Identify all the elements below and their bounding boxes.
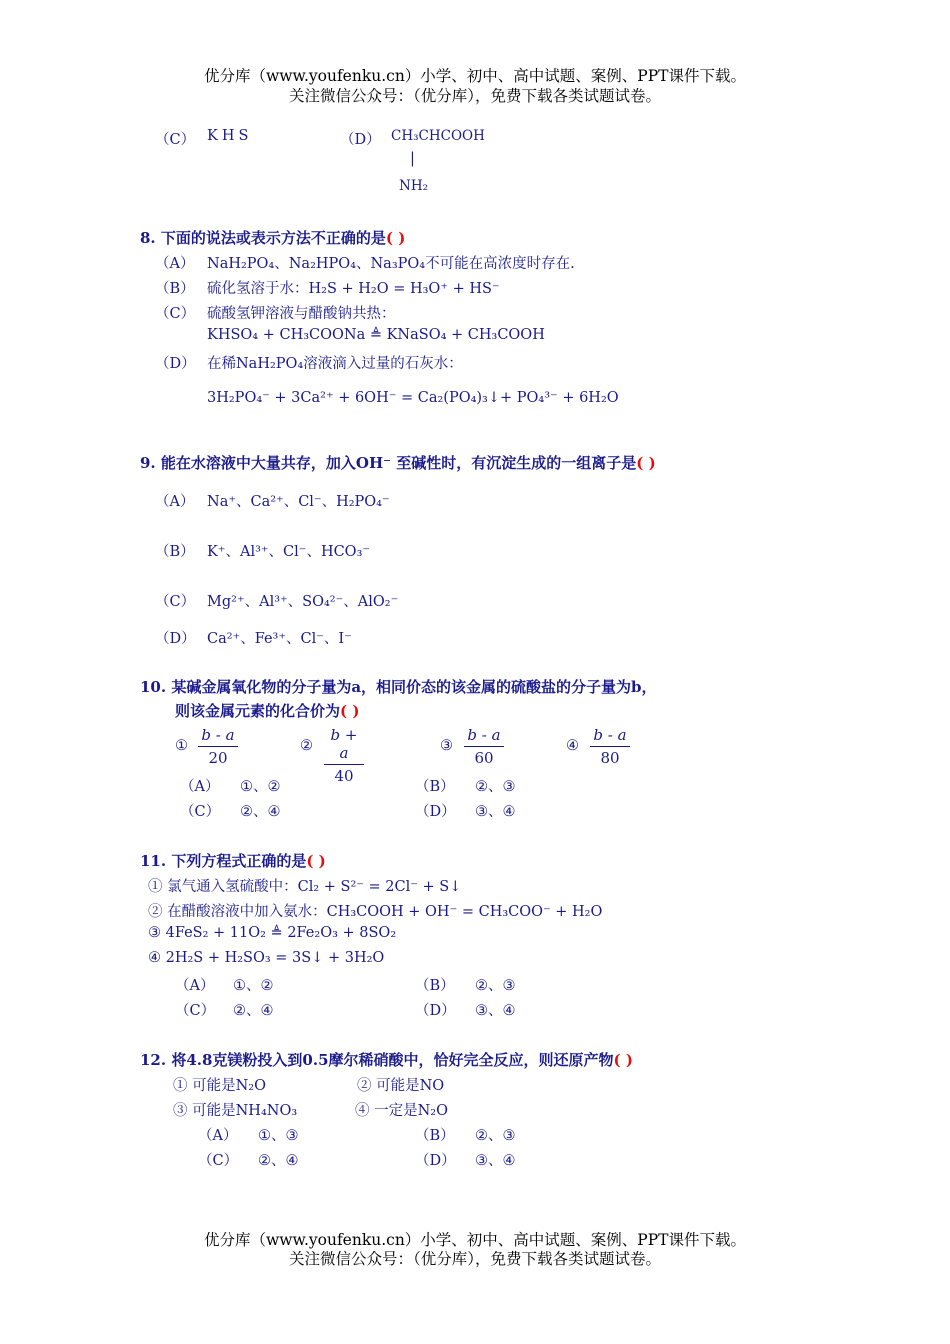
q10-choice-2-mark: ② (300, 738, 313, 754)
q10-choice-2-denominator: 40 (334, 767, 354, 785)
q9-answer-paren: ( ) (636, 454, 656, 472)
q9-option-d-text: Ca²⁺、Fe³⁺、Cl⁻、I⁻ (207, 631, 352, 647)
q10-stem-line-2: 则该金属元素的化合价为( ) (175, 702, 360, 720)
q11-option-d-text: ③、④ (475, 1003, 516, 1019)
q11-item-1: ① 氯气通入氢硫酸中：Cl₂ + S²⁻ = 2Cl⁻ + S↓ (148, 879, 462, 895)
q12-option-b-label: （B） (415, 1128, 455, 1144)
q8-option-c-text: 硫酸氢钾溶液与醋酸钠共热： (207, 306, 396, 322)
q11-option-d-label: （D） (415, 1003, 456, 1019)
footer-line-2: 关注微信公众号：（优分库），免费下载各类试题试卷。 (288, 1250, 661, 1268)
q8-option-b-text: 硫化氢溶于水：H₂S + H₂O = H₃O⁺ + HS⁻ (207, 281, 500, 297)
q10-option-c-text: ②、④ (240, 804, 281, 820)
header-line-1: 优分库（www.youfenku.cn）小学、初中、高中试题、案例、PPT课件下载。 (203, 67, 747, 85)
q10-choice-4-numerator: b - a (590, 726, 630, 747)
q10-choice-2-fraction (324, 726, 364, 785)
q10-choice-4-fraction (590, 726, 630, 767)
q12-item-2: ② 可能是NO (357, 1078, 445, 1094)
q9-stem: 9. 能在水溶液中大量共存，加入OH⁻ 至碱性时，有沉淀生成的一组离子是( ) (140, 454, 656, 472)
q11-stem: 11. 下列方程式正确的是( ) (140, 852, 326, 870)
q10-option-a-text: ①、② (240, 779, 281, 795)
q8-option-d-text: 在稀NaH₂PO₄溶液滴入过量的石灰水： (207, 356, 463, 372)
q10-option-c-label: （C） (180, 804, 221, 820)
q7-option-d-text: CH₃CHCOOH (391, 128, 485, 144)
footer-line-1: 优分库（www.youfenku.cn）小学、初中、高中试题、案例、PPT课件下载。 (203, 1231, 747, 1249)
q12-option-c-text: ②、④ (258, 1153, 299, 1169)
q10-choice-1-mark: ① (175, 738, 188, 754)
q10-option-b-text: ②、③ (475, 779, 516, 795)
q9-option-b-label: （B） (155, 544, 195, 560)
q10-choice-4-mark: ④ (566, 738, 579, 754)
q11-option-c-text: ②、④ (233, 1003, 274, 1019)
q11-option-c-label: （C） (175, 1003, 216, 1019)
q7-nh2: NH₂ (399, 178, 428, 194)
q10-choice-3-fraction (464, 726, 504, 767)
q11-item-4: ④ 2H₂S + H₂SO₃ = 3S↓ + 3H₂O (148, 950, 385, 966)
q12-option-a-label: （A） (198, 1128, 238, 1144)
q8-option-b-label: （B） (155, 281, 195, 297)
q10-option-a-label: （A） (180, 779, 220, 795)
q8-answer-paren: ( ) (385, 229, 406, 247)
q11-item-3: ③ 4FeS₂ + 11O₂ ≜ 2Fe₂O₃ + 8SO₂ (148, 925, 397, 941)
q9-option-c-text: Mg²⁺、Al³⁺、SO₄²⁻、AlO₂⁻ (207, 594, 399, 610)
q7-option-c-label: （C） (155, 132, 196, 148)
q8-option-d-label: （D） (155, 356, 196, 372)
q9-option-a-text: Na⁺、Ca²⁺、Cl⁻、H₂PO₄⁻ (207, 494, 390, 510)
q12-item-3: ③ 可能是NH₄NO₃ (173, 1103, 298, 1119)
q10-choice-1-fraction (198, 726, 238, 767)
q11-option-b-text: ②、③ (475, 978, 516, 994)
q7-bond-line: | (410, 151, 415, 167)
q9-option-c-label: （C） (155, 594, 196, 610)
q8-option-d-equation: 3H₂PO₄⁻ + 3Ca²⁺ + 6OH⁻ = Ca₂(PO₄)₃↓+ PO₄³⁻ + 6H₂O (207, 390, 619, 406)
q11-item-2: ② 在醋酸溶液中加入氨水：CH₃COOH + OH⁻ = CH₃COO⁻ + H₂O (148, 904, 603, 920)
q8-option-a-text: NaH₂PO₄、Na₂HPO₄、Na₃PO₄不可能在高浓度时存在. (207, 256, 575, 272)
q9-option-a-label: （A） (155, 494, 195, 510)
q10-choice-1-numerator: b - a (198, 726, 238, 747)
q11-option-a-label: （A） (175, 978, 215, 994)
q11-option-a-text: ①、② (233, 978, 274, 994)
q9-option-b-text: K⁺、Al³⁺、Cl⁻、HCO₃⁻ (207, 544, 371, 560)
q10-option-d-text: ③、④ (475, 804, 516, 820)
q12-option-a-text: ①、③ (258, 1128, 299, 1144)
q12-stem: 12. 将4.8克镁粉投入到0.5摩尔稀硝酸中，恰好完全反应，则还原产物( ) (140, 1051, 633, 1069)
q8-option-c-label: （C） (155, 306, 196, 322)
q12-item-4: ④ 一定是N₂O (355, 1103, 448, 1119)
q10-choice-3-numerator: b - a (464, 726, 504, 747)
q7-option-d-label: （D） (340, 132, 381, 148)
q11-answer-paren: ( ) (306, 852, 326, 870)
q10-choice-4-denominator: 80 (600, 749, 620, 767)
q10-stem-line-1: 10. 某碱金属氧化物的分子量为a，相同价态的该金属的硫酸盐的分子量为b， (140, 678, 657, 696)
q10-choice-3-mark: ③ (440, 738, 453, 754)
q10-choice-1-denominator: 20 (208, 749, 228, 767)
q12-option-d-label: （D） (415, 1153, 456, 1169)
q8-option-c-equation: KHSO₄ + CH₃COONa ≜ KNaSO₄ + CH₃COOH (207, 327, 545, 343)
q8-option-a-label: （A） (155, 256, 195, 272)
q12-option-b-text: ②、③ (475, 1128, 516, 1144)
q12-item-1: ① 可能是N₂O (173, 1078, 266, 1094)
q10-choice-3-denominator: 60 (474, 749, 494, 767)
q12-option-c-label: （C） (198, 1153, 239, 1169)
q10-choice-2-numerator: b + a (324, 726, 364, 765)
q12-answer-paren: ( ) (613, 1051, 633, 1069)
q12-option-d-text: ③、④ (475, 1153, 516, 1169)
header-line-2: 关注微信公众号：（优分库），免费下载各类试题试卷。 (288, 87, 661, 105)
q10-option-d-label: （D） (415, 804, 456, 820)
q10-answer-paren: ( ) (340, 702, 360, 720)
q11-option-b-label: （B） (415, 978, 455, 994)
q7-option-c-text: KHS (207, 128, 253, 144)
q9-option-d-label: （D） (155, 631, 196, 647)
q8-stem: 8. 下面的说法或表示方法不正确的是( ) (140, 229, 406, 247)
q10-option-b-label: （B） (415, 779, 455, 795)
